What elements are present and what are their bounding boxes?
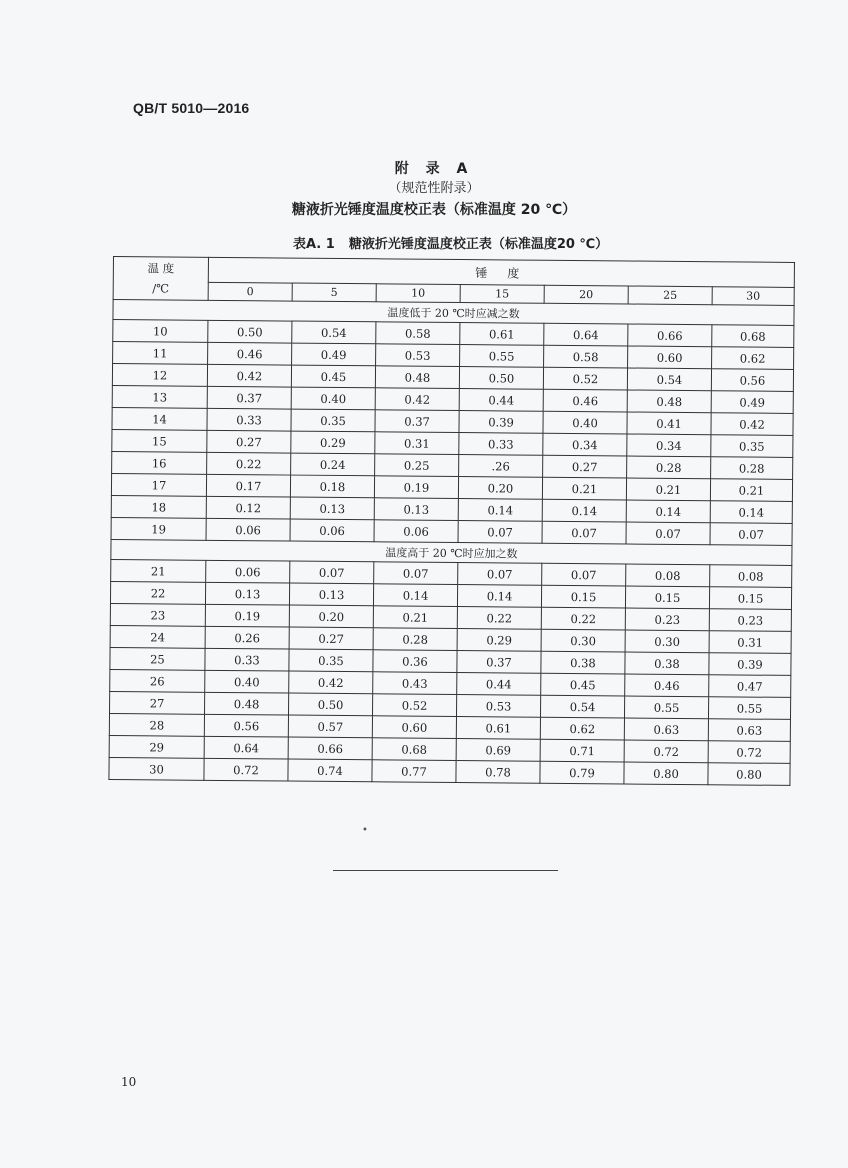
correction-cell: 0.80 <box>624 762 708 785</box>
correction-cell: 0.41 <box>627 412 711 435</box>
temperature-cell: 18 <box>111 495 206 518</box>
correction-cell: 0.23 <box>625 608 709 631</box>
correction-cell: 0.55 <box>624 696 708 719</box>
temperature-cell: 16 <box>112 451 207 474</box>
correction-cell: 0.49 <box>711 391 793 414</box>
correction-cell: 0.42 <box>375 388 459 411</box>
correction-cell: 0.74 <box>288 759 372 782</box>
table-body <box>109 300 794 786</box>
correction-cell: 0.07 <box>542 563 626 586</box>
correction-cell: 0.48 <box>375 366 459 389</box>
correction-cell: 0.45 <box>291 365 375 388</box>
stray-mark: • <box>362 825 368 836</box>
correction-cell: 0.21 <box>710 479 792 502</box>
correction-cell: 0.35 <box>291 409 375 432</box>
correction-cell: 0.58 <box>376 322 460 345</box>
correction-cell: 0.62 <box>712 347 794 370</box>
correction-cell: 0.22 <box>207 452 291 475</box>
correction-cell: 0.07 <box>374 562 458 585</box>
correction-cell: 0.27 <box>289 627 373 650</box>
correction-cell: 0.79 <box>540 761 624 784</box>
correction-cell: 0.19 <box>205 604 289 627</box>
correction-cell: 0.60 <box>372 716 456 739</box>
correction-cell: 0.78 <box>456 761 540 784</box>
correction-cell: 0.28 <box>627 456 711 479</box>
brix-column-header: 25 <box>628 286 712 305</box>
correction-cell: 0.31 <box>709 631 791 654</box>
temperature-cell: 24 <box>110 625 205 648</box>
correction-cell: 0.35 <box>289 649 373 672</box>
correction-cell: 0.61 <box>456 717 540 740</box>
correction-cell: 0.55 <box>708 697 790 720</box>
correction-cell: 0.08 <box>710 565 792 588</box>
correction-cell: 0.39 <box>459 411 543 434</box>
correction-cell: 0.07 <box>458 563 542 586</box>
correction-cell: 0.13 <box>289 583 373 606</box>
correction-cell: 0.21 <box>542 477 626 500</box>
correction-cell: 0.27 <box>543 455 627 478</box>
correction-cell: 0.56 <box>204 714 288 737</box>
correction-cell: 0.42 <box>711 413 793 436</box>
temperature-cell: 17 <box>111 473 206 496</box>
temperature-cell: 26 <box>110 669 205 692</box>
correction-cell: 0.49 <box>292 343 376 366</box>
appendix-title: 附 录 A <box>394 161 474 177</box>
correction-cell: 0.29 <box>291 431 375 454</box>
correction-cell: 0.14 <box>373 584 457 607</box>
correction-cell: 0.15 <box>541 585 625 608</box>
correction-cell: 0.24 <box>291 453 375 476</box>
correction-cell: 0.45 <box>541 673 625 696</box>
correction-cell: 0.42 <box>207 364 291 387</box>
correction-cell: 0.64 <box>544 323 628 346</box>
appendix-heading: 糖液折光锤度温度校正表（标准温度 20 ℃） <box>291 202 577 218</box>
correction-cell: 0.42 <box>289 671 373 694</box>
temperature-cell: 30 <box>109 757 204 780</box>
correction-cell: 0.39 <box>709 653 791 676</box>
correction-cell: 0.72 <box>624 740 708 763</box>
temperature-cell: 23 <box>110 603 205 626</box>
correction-cell: 0.52 <box>543 367 627 390</box>
correction-cell: 0.07 <box>626 522 710 545</box>
correction-cell: 0.30 <box>541 629 625 652</box>
temperature-cell: 25 <box>110 647 205 670</box>
correction-cell: 0.62 <box>540 717 624 740</box>
correction-cell: 0.06 <box>206 560 290 583</box>
correction-cell: 0.56 <box>711 369 793 392</box>
correction-cell: 0.14 <box>710 501 792 524</box>
correction-cell: 0.22 <box>541 607 625 630</box>
correction-cell: 0.28 <box>711 457 793 480</box>
temperature-cell: 13 <box>112 385 207 408</box>
correction-cell: 0.26 <box>205 626 289 649</box>
correction-cell: 0.53 <box>456 695 540 718</box>
correction-cell: 0.14 <box>458 499 542 522</box>
correction-cell: 0.68 <box>372 738 456 761</box>
table-caption-text: 糖液折光锤度温度校正表（标准温度20 ℃） <box>348 237 609 252</box>
correction-cell: 0.33 <box>207 408 291 431</box>
correction-table <box>108 256 795 786</box>
appendix-titles <box>0 160 848 220</box>
correction-cell: 0.77 <box>372 760 456 783</box>
correction-cell: 0.07 <box>458 521 542 544</box>
correction-cell: 0.72 <box>204 758 288 781</box>
correction-cell: 0.63 <box>624 718 708 741</box>
correction-cell: 0.21 <box>626 478 710 501</box>
table-caption <box>293 233 608 252</box>
correction-cell: 0.55 <box>460 345 544 368</box>
correction-cell: 0.13 <box>290 497 374 520</box>
appendix-subtitle: （规范性附录） <box>388 181 480 196</box>
correction-cell: 0.71 <box>540 739 624 762</box>
correction-cell: 0.36 <box>373 650 457 673</box>
correction-cell: 0.40 <box>543 411 627 434</box>
correction-cell: 0.38 <box>625 652 709 675</box>
correction-cell: 0.54 <box>627 368 711 391</box>
temperature-cell: 12 <box>112 364 207 387</box>
correction-cell: 0.53 <box>376 344 460 367</box>
correction-cell: 0.20 <box>289 605 373 628</box>
brix-column-header: 5 <box>292 283 376 302</box>
temperature-cell: 19 <box>111 517 206 540</box>
document-code: QB/T 5010—2016 <box>133 100 250 116</box>
temperature-cell: 21 <box>111 559 206 582</box>
correction-cell: 0.46 <box>625 674 709 697</box>
brix-column-header: 20 <box>544 285 628 304</box>
correction-cell: 0.63 <box>708 719 790 742</box>
correction-cell: 0.13 <box>374 498 458 521</box>
brix-column-header: 30 <box>712 287 794 306</box>
correction-cell: 0.60 <box>628 346 712 369</box>
correction-cell: 0.33 <box>459 433 543 456</box>
correction-cell: 0.06 <box>290 519 374 542</box>
correction-cell: 0.14 <box>626 500 710 523</box>
correction-cell: 0.12 <box>206 496 290 519</box>
correction-cell: 0.19 <box>374 476 458 499</box>
end-rule <box>333 870 558 871</box>
temperature-cell: 28 <box>109 713 204 736</box>
correction-cell: 0.50 <box>208 320 292 343</box>
correction-cell: 0.18 <box>290 475 374 498</box>
correction-cell: 0.07 <box>542 521 626 544</box>
temperature-header <box>113 257 208 301</box>
temperature-cell: 11 <box>113 342 208 365</box>
correction-cell: 0.08 <box>626 564 710 587</box>
correction-cell: 0.66 <box>628 324 712 347</box>
correction-cell: 0.57 <box>288 715 372 738</box>
correction-cell: 0.25 <box>375 454 459 477</box>
correction-cell: 0.06 <box>206 518 290 541</box>
correction-cell: 0.20 <box>458 477 542 500</box>
correction-cell: 0.07 <box>290 561 374 584</box>
correction-cell: 0.34 <box>627 434 711 457</box>
correction-cell: 0.80 <box>708 763 790 786</box>
temperature-cell: 10 <box>113 320 208 343</box>
correction-cell: 0.48 <box>205 692 289 715</box>
correction-cell: 0.47 <box>709 675 791 698</box>
correction-cell: 0.66 <box>288 737 372 760</box>
temperature-cell: 29 <box>109 735 204 758</box>
correction-cell: 0.68 <box>712 325 794 348</box>
correction-cell: 0.23 <box>709 609 791 632</box>
section-label: 温度高于 20 ℃时应加之数 <box>111 539 792 565</box>
correction-cell: 0.54 <box>540 695 624 718</box>
correction-cell: 0.21 <box>373 606 457 629</box>
correction-cell: 0.13 <box>205 582 289 605</box>
temperature-header-unit: /℃ <box>152 281 170 296</box>
temperature-cell: 15 <box>112 429 207 452</box>
temperature-cell: 22 <box>110 581 205 604</box>
correction-cell: 0.30 <box>625 630 709 653</box>
correction-cell: .26 <box>459 455 543 478</box>
correction-cell: 0.48 <box>627 390 711 413</box>
correction-cell: 0.17 <box>206 474 290 497</box>
correction-cell: 0.40 <box>205 670 289 693</box>
section-label: 温度低于 20 ℃时应减之数 <box>113 300 794 326</box>
correction-cell: 0.44 <box>457 673 541 696</box>
correction-cell: 0.52 <box>372 694 456 717</box>
brix-column-header: 10 <box>376 284 460 303</box>
correction-cell: 0.31 <box>375 432 459 455</box>
correction-cell: 0.37 <box>457 651 541 674</box>
correction-cell: 0.69 <box>456 739 540 762</box>
correction-cell: 0.40 <box>291 387 375 410</box>
correction-cell: 0.33 <box>205 648 289 671</box>
correction-cell: 0.50 <box>289 693 373 716</box>
correction-cell: 0.44 <box>459 389 543 412</box>
correction-cell: 0.37 <box>207 386 291 409</box>
correction-cell: 0.27 <box>207 430 291 453</box>
correction-cell: 0.64 <box>204 736 288 759</box>
correction-cell: 0.34 <box>543 433 627 456</box>
correction-cell: 0.14 <box>542 499 626 522</box>
temperature-cell: 27 <box>110 691 205 714</box>
correction-cell: 0.22 <box>457 607 541 630</box>
correction-cell: 0.28 <box>373 628 457 651</box>
correction-cell: 0.29 <box>457 629 541 652</box>
brix-column-header: 0 <box>208 282 292 301</box>
brix-column-header: 15 <box>460 285 544 304</box>
brix-group-header: 锤 度 <box>208 257 794 287</box>
correction-cell: 0.50 <box>459 367 543 390</box>
temperature-header-label: 温 度 <box>147 261 175 276</box>
correction-cell: 0.15 <box>709 587 791 610</box>
correction-cell: 0.07 <box>710 523 792 546</box>
correction-cell: 0.06 <box>374 520 458 543</box>
correction-cell: 0.61 <box>460 323 544 346</box>
page-number: 10 <box>121 1075 137 1089</box>
temperature-cell: 14 <box>112 407 207 430</box>
correction-cell: 0.37 <box>375 410 459 433</box>
correction-cell: 0.46 <box>208 342 292 365</box>
table-caption-label: 表A. 1 <box>293 237 335 252</box>
correction-cell: 0.35 <box>711 435 793 458</box>
correction-cell: 0.15 <box>625 586 709 609</box>
correction-cell: 0.14 <box>457 585 541 608</box>
correction-cell: 0.38 <box>541 651 625 674</box>
correction-cell: 0.46 <box>543 389 627 412</box>
correction-cell: 0.54 <box>292 321 376 344</box>
correction-cell: 0.72 <box>708 741 790 764</box>
table-row <box>109 757 790 785</box>
correction-cell: 0.43 <box>373 672 457 695</box>
correction-cell: 0.58 <box>544 345 628 368</box>
